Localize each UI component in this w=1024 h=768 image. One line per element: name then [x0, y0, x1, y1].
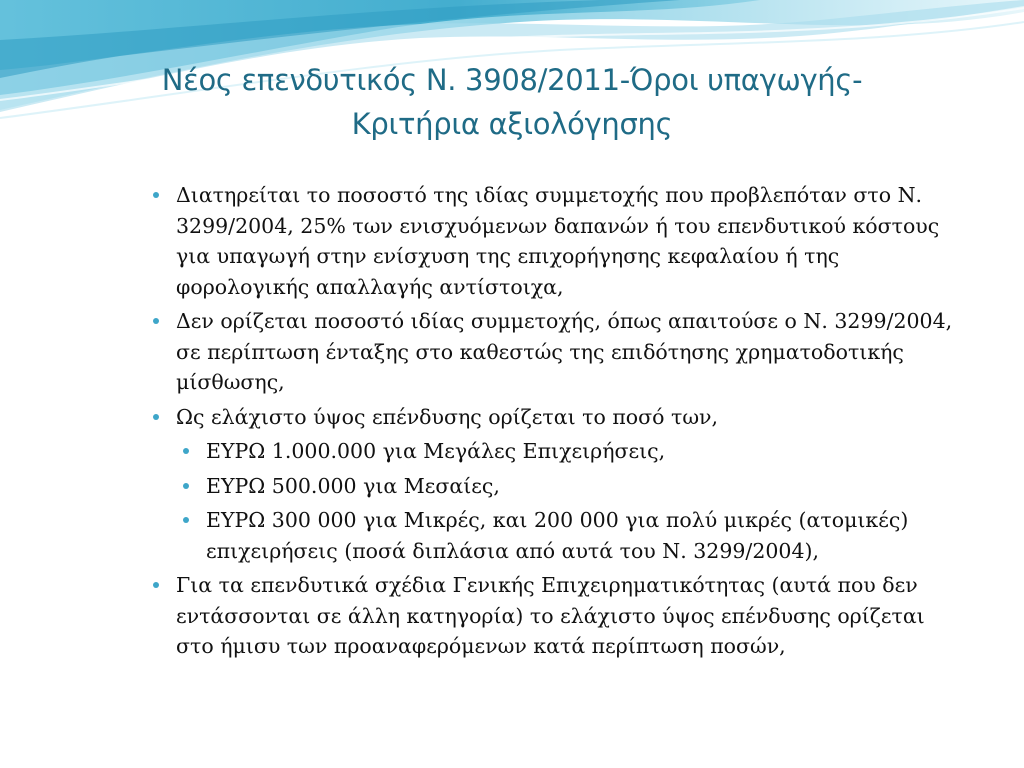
bullet-item	[152, 570, 962, 662]
bullet-item	[152, 306, 962, 398]
sub-bullet-item	[182, 436, 962, 467]
bullet-list	[152, 180, 962, 662]
bullet-dot-icon	[183, 483, 189, 489]
sub-bullet-text: ΕΥΡΩ 300 000 για Μικρές, και 200 000 για πολύ μικρές (ατομικές) επιχειρήσεις (ποσά διπλάσια από αυτά του Ν. 3299/2004),	[206, 508, 909, 563]
bullet-text: Ως ελάχιστο ύψος επένδυσης ορίζεται το ποσό των,	[176, 404, 719, 429]
sub-bullet-item	[182, 471, 962, 502]
bullet-dot-icon	[183, 517, 189, 523]
slide-body	[152, 180, 962, 666]
bullet-text: Διατηρείται το ποσοστό της ιδίας συμμετοχής που προβλεπόταν στο Ν. 3299/2004, 25% των ενισχυόμενων δαπανών ή του επενδυτικού κόστους για υπαγωγή στην ενίσχυση της επιχορήγησης κεφαλαίου ή της φορολογικής απαλλαγής αντίστοιχα,	[176, 183, 940, 299]
bullet-text: Δεν ορίζεται ποσοστό ιδίας συμμετοχής, όπως απαιτούσε ο Ν. 3299/2004, σε περίπτωση ένταξης στο καθεστώς της επιδότησης χρηματοδοτικής μίσθωσης,	[176, 309, 953, 394]
bullet-text: Για τα επενδυτικά σχέδια Γενικής Επιχειρηματικότητας (αυτά που δεν εντάσσονται σε άλλη κατηγορία) το ελάχιστο ύψος επένδυσης ορίζεται στο ήμισυ των προαναφερόμενων κατά περίπτωση ποσών,	[176, 573, 925, 658]
bullet-dot-icon	[183, 448, 189, 454]
bullet-dot-icon	[153, 192, 159, 198]
sub-bullet-text: ΕΥΡΩ 500.000 για Μεσαίες,	[206, 473, 500, 498]
slide-title-line-2: Κριτήρια αξιολόγησης	[351, 107, 673, 141]
sub-bullet-text: ΕΥΡΩ 1.000.000 για Μεγάλες Επιχειρήσεις,	[206, 439, 666, 463]
bullet-item	[152, 180, 962, 302]
bullet-dot-icon	[153, 318, 159, 324]
sub-bullet-item	[182, 505, 962, 566]
sub-bullet-list	[182, 436, 962, 566]
bullet-dot-icon	[153, 582, 159, 588]
bullet-item	[152, 402, 962, 567]
slide-title-line-1: Νέος επενδυτικός Ν. 3908/2011-Όροι υπαγωγής-	[161, 63, 863, 97]
slide-title	[60, 58, 964, 146]
bullet-dot-icon	[153, 414, 159, 420]
